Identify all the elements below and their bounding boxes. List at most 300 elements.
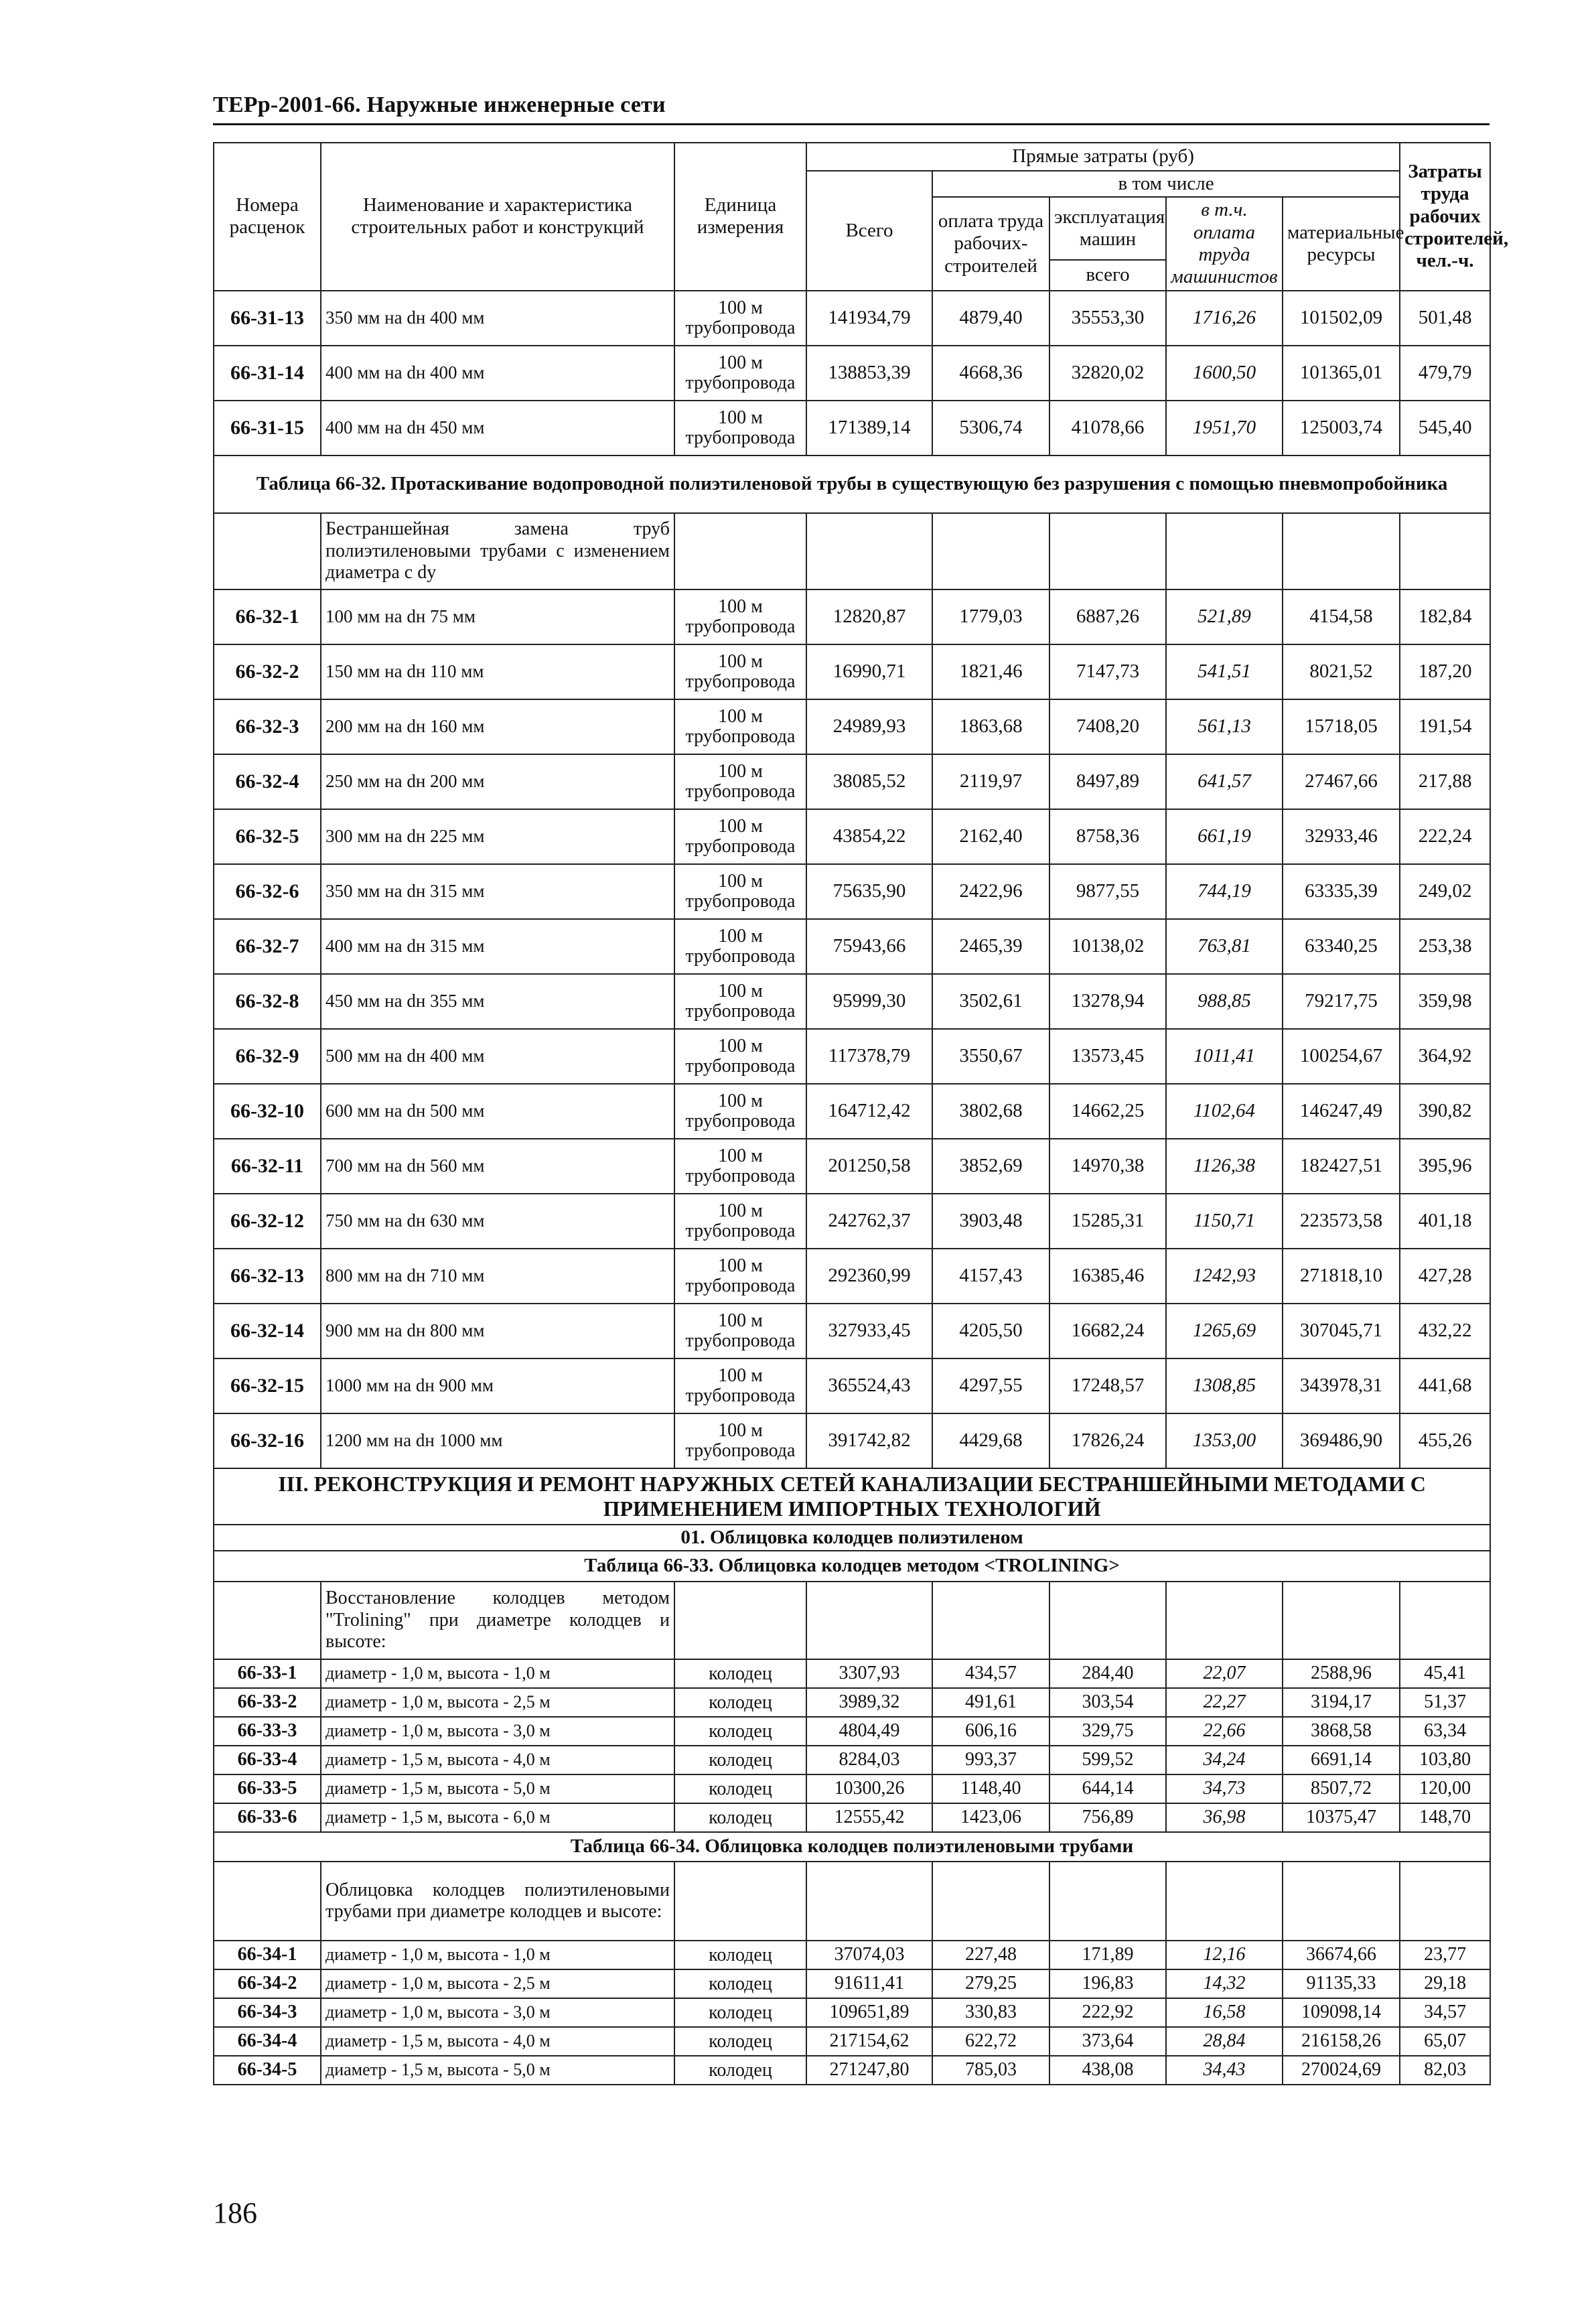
machines-cost: 16682,24 xyxy=(1049,1304,1166,1358)
rate-code: 66-31-14 xyxy=(214,346,321,401)
table-row xyxy=(214,1969,1490,1998)
table-row xyxy=(214,1084,1490,1139)
materials-cost: 4154,58 xyxy=(1283,589,1400,644)
empty-cell xyxy=(1283,1862,1400,1941)
unit-cell: 100 м трубопровода xyxy=(674,291,806,346)
work-name: 1000 мм на dн 900 мм xyxy=(321,1358,674,1413)
rate-code: 66-31-13 xyxy=(214,291,321,346)
page-number: 186 xyxy=(213,2196,257,2229)
table-row xyxy=(214,644,1490,699)
total-cost: 75943,66 xyxy=(806,919,932,974)
empty-cell xyxy=(1166,513,1283,589)
unit-cell: 100 м трубопровода xyxy=(674,1029,806,1084)
empty-cell xyxy=(1283,513,1400,589)
labor-hours: 63,34 xyxy=(1400,1717,1490,1746)
wages-cost: 2422,96 xyxy=(932,864,1049,919)
labor-hours: 455,26 xyxy=(1400,1413,1490,1468)
total-cost: 217154,62 xyxy=(806,2027,932,2056)
rate-code: 66-33-2 xyxy=(214,1688,321,1717)
machines-cost: 32820,02 xyxy=(1049,346,1166,401)
machines-cost: 8758,36 xyxy=(1049,809,1166,864)
total-cost: 201250,58 xyxy=(806,1139,932,1194)
total-cost: 8284,03 xyxy=(806,1746,932,1774)
rate-code: 66-31-15 xyxy=(214,401,321,456)
materials-cost: 101365,01 xyxy=(1283,346,1400,401)
materials-cost: 109098,14 xyxy=(1283,1998,1400,2027)
materials-cost: 2588,96 xyxy=(1283,1659,1400,1688)
empty-cell xyxy=(674,1582,806,1659)
materials-cost: 216158,26 xyxy=(1283,2027,1400,2056)
machines-wages-cost: 521,89 xyxy=(1166,589,1283,644)
machines-cost: 438,08 xyxy=(1049,2056,1166,2085)
wages-cost: 4429,68 xyxy=(932,1413,1049,1468)
table-row xyxy=(214,974,1490,1029)
machines-wages-cost: 22,07 xyxy=(1166,1659,1283,1688)
work-name: 1200 мм на dн 1000 мм xyxy=(321,1413,674,1468)
machines-cost: 373,64 xyxy=(1049,2027,1166,2056)
work-name: 400 мм на dн 400 мм xyxy=(321,346,674,401)
rate-code: 66-32-6 xyxy=(214,864,321,919)
table-row xyxy=(214,1774,1490,1803)
unit-cell: 100 м трубопровода xyxy=(674,401,806,456)
machines-cost: 7408,20 xyxy=(1049,699,1166,754)
wages-cost: 3852,69 xyxy=(932,1139,1049,1194)
materials-cost: 91135,33 xyxy=(1283,1969,1400,1998)
table-row xyxy=(214,1029,1490,1084)
machines-cost: 7147,73 xyxy=(1049,644,1166,699)
work-name: диаметр - 1,5 м, высота - 5,0 м xyxy=(321,2056,674,2085)
header-machines: эксплуатация машин xyxy=(1049,197,1166,260)
work-name: 450 мм на dн 355 мм xyxy=(321,974,674,1029)
machines-wages-cost: 1102,64 xyxy=(1166,1084,1283,1139)
table-caption-66-33 xyxy=(214,1551,1490,1582)
total-cost: 24989,93 xyxy=(806,699,932,754)
work-name: 600 мм на dн 500 мм xyxy=(321,1084,674,1139)
rate-code: 66-32-14 xyxy=(214,1304,321,1358)
work-name: 400 мм на dн 450 мм xyxy=(321,401,674,456)
section-title xyxy=(214,1468,1490,1525)
machines-wages-cost: 28,84 xyxy=(1166,2027,1283,2056)
unit-cell: 100 м трубопровода xyxy=(674,1139,806,1194)
table-row xyxy=(214,2056,1490,2085)
labor-hours: 364,92 xyxy=(1400,1029,1490,1084)
document-code: ТЕРр-2001-66. xyxy=(213,92,361,117)
unit-cell: колодец xyxy=(674,1659,806,1688)
empty-cell xyxy=(214,513,321,589)
materials-cost: 146247,49 xyxy=(1283,1084,1400,1139)
work-name: 200 мм на dн 160 мм xyxy=(321,699,674,754)
wages-cost: 622,72 xyxy=(932,2027,1049,2056)
header-wages: оплата труда рабочих-строителей xyxy=(932,197,1049,290)
empty-cell xyxy=(214,1582,321,1659)
labor-hours: 479,79 xyxy=(1400,346,1490,401)
machines-wages-cost: 34,73 xyxy=(1166,1774,1283,1803)
rate-code: 66-32-13 xyxy=(214,1249,321,1304)
header-labor: Затраты труда рабочих строителей, чел.-ч. xyxy=(1400,143,1490,291)
work-name: 100 мм на dн 75 мм xyxy=(321,589,674,644)
wages-cost: 3550,67 xyxy=(932,1029,1049,1084)
table-row xyxy=(214,919,1490,974)
work-name: 350 мм на dн 400 мм xyxy=(321,291,674,346)
table-caption-66-32-part: Таблица 66-32. xyxy=(256,473,386,495)
machines-cost: 15285,31 xyxy=(1049,1194,1166,1249)
materials-cost: 125003,74 xyxy=(1283,401,1400,456)
work-name: 700 мм на dн 560 мм xyxy=(321,1139,674,1194)
empty-cell xyxy=(674,1862,806,1941)
machines-cost: 17826,24 xyxy=(1049,1413,1166,1468)
materials-cost: 270024,69 xyxy=(1283,2056,1400,2085)
machines-wages-cost: 34,43 xyxy=(1166,2056,1283,2085)
total-cost: 12820,87 xyxy=(806,589,932,644)
unit-cell: 100 м трубопровода xyxy=(674,346,806,401)
rate-code: 66-34-3 xyxy=(214,1998,321,2027)
wages-cost: 1779,03 xyxy=(932,589,1049,644)
unit-cell: 100 м трубопровода xyxy=(674,974,806,1029)
total-cost: 327933,45 xyxy=(806,1304,932,1358)
header-total: Всего xyxy=(806,171,932,291)
table-row xyxy=(214,589,1490,644)
labor-hours: 217,88 xyxy=(1400,754,1490,809)
table-row xyxy=(214,1688,1490,1717)
unit-cell: 100 м трубопровода xyxy=(674,1084,806,1139)
materials-cost: 10375,47 xyxy=(1283,1803,1400,1832)
empty-cell xyxy=(1166,1862,1283,1941)
labor-hours: 45,41 xyxy=(1400,1659,1490,1688)
empty-cell xyxy=(1049,1862,1166,1941)
wages-cost: 279,25 xyxy=(932,1969,1049,1998)
unit-cell: колодец xyxy=(674,1746,806,1774)
machines-wages-cost: 1951,70 xyxy=(1166,401,1283,456)
header-unit: Единица измерения xyxy=(674,143,806,291)
materials-cost: 8021,52 xyxy=(1283,644,1400,699)
wages-cost: 1148,40 xyxy=(932,1774,1049,1803)
table-row xyxy=(214,1413,1490,1468)
table-row xyxy=(214,699,1490,754)
machines-wages-cost: 661,19 xyxy=(1166,809,1283,864)
work-name: 800 мм на dн 710 мм xyxy=(321,1249,674,1304)
section-title-row xyxy=(214,1468,1490,1525)
wages-cost: 330,83 xyxy=(932,1998,1049,2027)
work-name: 750 мм на dн 630 мм xyxy=(321,1194,674,1249)
materials-cost: 79217,75 xyxy=(1283,974,1400,1029)
rate-code: 66-33-6 xyxy=(214,1803,321,1832)
machines-cost: 41078,66 xyxy=(1049,401,1166,456)
total-cost: 12555,42 xyxy=(806,1803,932,1832)
rate-code: 66-32-15 xyxy=(214,1358,321,1413)
group-row xyxy=(214,1582,1490,1659)
rate-code: 66-32-8 xyxy=(214,974,321,1029)
table-caption-66-33-part: Таблица 66-33. xyxy=(584,1555,714,1577)
labor-hours: 427,28 xyxy=(1400,1249,1490,1304)
materials-cost: 271818,10 xyxy=(1283,1249,1400,1304)
rate-code: 66-32-1 xyxy=(214,589,321,644)
wages-cost: 1423,06 xyxy=(932,1803,1049,1832)
machines-cost: 10138,02 xyxy=(1049,919,1166,974)
materials-cost: 6691,14 xyxy=(1283,1746,1400,1774)
materials-cost: 101502,09 xyxy=(1283,291,1400,346)
materials-cost: 36674,66 xyxy=(1283,1941,1400,1969)
header-machines-total: всего xyxy=(1049,260,1166,291)
rate-code: 66-32-11 xyxy=(214,1139,321,1194)
work-name: 250 мм на dн 200 мм xyxy=(321,754,674,809)
table-row xyxy=(214,1746,1490,1774)
empty-cell xyxy=(932,513,1049,589)
machines-cost: 14970,38 xyxy=(1049,1139,1166,1194)
machines-cost: 284,40 xyxy=(1049,1659,1166,1688)
work-name: диаметр - 1,5 м, высота - 5,0 м xyxy=(321,1774,674,1803)
rate-code: 66-34-2 xyxy=(214,1969,321,1998)
wages-cost: 2162,40 xyxy=(932,809,1049,864)
materials-cost: 369486,90 xyxy=(1283,1413,1400,1468)
total-cost: 365524,43 xyxy=(806,1358,932,1413)
materials-cost: 27467,66 xyxy=(1283,754,1400,809)
empty-cell xyxy=(1400,1862,1490,1941)
group-name: Восстановление колодцев методом "Trolining" при диаметре колодцев и высоте: xyxy=(321,1582,674,1659)
rate-code: 66-33-5 xyxy=(214,1774,321,1803)
table-caption-66-34-row xyxy=(214,1832,1490,1862)
empty-cell xyxy=(674,513,806,589)
subsection-title xyxy=(214,1525,1490,1551)
total-cost: 242762,37 xyxy=(806,1194,932,1249)
work-name: диаметр - 1,0 м, высота - 3,0 м xyxy=(321,1717,674,1746)
machines-wages-cost: 34,24 xyxy=(1166,1746,1283,1774)
machines-wages-cost: 988,85 xyxy=(1166,974,1283,1029)
table-caption-66-34-part: Облицовка колодцев полиэтиленовыми трубами xyxy=(705,1835,1134,1858)
machines-wages-cost: 1126,38 xyxy=(1166,1139,1283,1194)
page-header xyxy=(213,92,1490,125)
materials-cost: 63335,39 xyxy=(1283,864,1400,919)
work-name: диаметр - 1,5 м, высота - 4,0 м xyxy=(321,1746,674,1774)
materials-cost: 307045,71 xyxy=(1283,1304,1400,1358)
machines-cost: 303,54 xyxy=(1049,1688,1166,1717)
work-name: диаметр - 1,5 м, высота - 4,0 м xyxy=(321,2027,674,2056)
materials-cost: 3868,58 xyxy=(1283,1717,1400,1746)
unit-cell: колодец xyxy=(674,1774,806,1803)
empty-cell xyxy=(806,1582,932,1659)
unit-cell: 100 м трубопровода xyxy=(674,644,806,699)
labor-hours: 51,37 xyxy=(1400,1688,1490,1717)
wages-cost: 227,48 xyxy=(932,1941,1049,1969)
total-cost: 141934,79 xyxy=(806,291,932,346)
rate-code: 66-32-9 xyxy=(214,1029,321,1084)
materials-cost: 63340,25 xyxy=(1283,919,1400,974)
total-cost: 109651,89 xyxy=(806,1998,932,2027)
wages-cost: 491,61 xyxy=(932,1688,1049,1717)
machines-wages-cost: 1242,93 xyxy=(1166,1249,1283,1304)
table-row xyxy=(214,1358,1490,1413)
rate-code: 66-32-10 xyxy=(214,1084,321,1139)
total-cost: 391742,82 xyxy=(806,1413,932,1468)
table-caption-66-34 xyxy=(214,1832,1490,1862)
total-cost: 292360,99 xyxy=(806,1249,932,1304)
table-body xyxy=(214,291,1490,2085)
table-row xyxy=(214,346,1490,401)
unit-cell: колодец xyxy=(674,1803,806,1832)
total-cost: 271247,80 xyxy=(806,2056,932,2085)
labor-hours: 222,24 xyxy=(1400,809,1490,864)
unit-cell: колодец xyxy=(674,1941,806,1969)
labor-hours: 191,54 xyxy=(1400,699,1490,754)
labor-hours: 395,96 xyxy=(1400,1139,1490,1194)
table-caption-66-32 xyxy=(214,456,1490,513)
machines-wages-cost: 744,19 xyxy=(1166,864,1283,919)
total-cost: 43854,22 xyxy=(806,809,932,864)
empty-cell xyxy=(1400,513,1490,589)
header-materials: материальные ресурсы xyxy=(1283,197,1400,290)
wages-cost: 4668,36 xyxy=(932,346,1049,401)
machines-cost: 8497,89 xyxy=(1049,754,1166,809)
total-cost: 164712,42 xyxy=(806,1084,932,1139)
table-row xyxy=(214,864,1490,919)
machines-wages-cost: 641,57 xyxy=(1166,754,1283,809)
work-name: 900 мм на dн 800 мм xyxy=(321,1304,674,1358)
labor-hours: 359,98 xyxy=(1400,974,1490,1029)
wages-cost: 2119,97 xyxy=(932,754,1049,809)
empty-cell xyxy=(932,1862,1049,1941)
machines-cost: 9877,55 xyxy=(1049,864,1166,919)
work-name: диаметр - 1,0 м, высота - 2,5 м xyxy=(321,1969,674,1998)
rate-code: 66-34-4 xyxy=(214,2027,321,2056)
table-row xyxy=(214,2027,1490,2056)
materials-cost: 223573,58 xyxy=(1283,1194,1400,1249)
work-name: 400 мм на dн 315 мм xyxy=(321,919,674,974)
labor-hours: 103,80 xyxy=(1400,1746,1490,1774)
unit-cell: колодец xyxy=(674,2056,806,2085)
work-name: диаметр - 1,0 м, высота - 3,0 м xyxy=(321,1998,674,2027)
group-name: Облицовка колодцев полиэтиленовыми трубами при диаметре колодцев и высоте: xyxy=(321,1862,674,1941)
group-name: Бестраншейная замена труб полиэтиленовыми трубами с изменением диаметра с dу xyxy=(321,513,674,589)
empty-cell xyxy=(1283,1582,1400,1659)
empty-cell xyxy=(806,1862,932,1941)
machines-wages-cost: 36,98 xyxy=(1166,1803,1283,1832)
unit-cell: колодец xyxy=(674,1998,806,2027)
labor-hours: 23,77 xyxy=(1400,1941,1490,1969)
machines-cost: 6887,26 xyxy=(1049,589,1166,644)
wages-cost: 2465,39 xyxy=(932,919,1049,974)
total-cost: 91611,41 xyxy=(806,1969,932,1998)
machines-cost: 16385,46 xyxy=(1049,1249,1166,1304)
materials-cost: 32933,46 xyxy=(1283,809,1400,864)
unit-cell: 100 м трубопровода xyxy=(674,809,806,864)
total-cost: 75635,90 xyxy=(806,864,932,919)
table-row xyxy=(214,754,1490,809)
rate-code: 66-32-12 xyxy=(214,1194,321,1249)
machines-cost: 13278,94 xyxy=(1049,974,1166,1029)
wages-cost: 993,37 xyxy=(932,1746,1049,1774)
subsection-title-row xyxy=(214,1525,1490,1551)
machines-wages-cost: 1265,69 xyxy=(1166,1304,1283,1358)
wages-cost: 1821,46 xyxy=(932,644,1049,699)
work-name: 500 мм на dн 400 мм xyxy=(321,1029,674,1084)
total-cost: 10300,26 xyxy=(806,1774,932,1803)
rate-code: 66-32-7 xyxy=(214,919,321,974)
rate-code: 66-33-1 xyxy=(214,1659,321,1688)
labor-hours: 432,22 xyxy=(1400,1304,1490,1358)
materials-cost: 182427,51 xyxy=(1283,1139,1400,1194)
machines-cost: 171,89 xyxy=(1049,1941,1166,1969)
machines-cost: 222,92 xyxy=(1049,1998,1166,2027)
machines-wages-cost: 561,13 xyxy=(1166,699,1283,754)
rate-code: 66-34-5 xyxy=(214,2056,321,2085)
rates-table xyxy=(213,142,1509,2085)
table-row xyxy=(214,1803,1490,1832)
rate-code: 66-32-4 xyxy=(214,754,321,809)
total-cost: 95999,30 xyxy=(806,974,932,1029)
machines-wages-cost: 1353,00 xyxy=(1166,1413,1283,1468)
machines-cost: 14662,25 xyxy=(1049,1084,1166,1139)
materials-cost: 100254,67 xyxy=(1283,1029,1400,1084)
work-name: диаметр - 1,0 м, высота - 2,5 м xyxy=(321,1688,674,1717)
table-caption-66-34-part: Таблица 66-34. xyxy=(570,1835,701,1858)
work-name: 150 мм на dн 110 мм xyxy=(321,644,674,699)
subsection-title-part: 01. Облицовка колодцев полиэтиленом xyxy=(680,1526,1023,1548)
machines-cost: 599,52 xyxy=(1049,1746,1166,1774)
machines-cost: 35553,30 xyxy=(1049,291,1166,346)
rate-code: 66-32-5 xyxy=(214,809,321,864)
materials-cost: 343978,31 xyxy=(1283,1358,1400,1413)
machines-wages-cost: 763,81 xyxy=(1166,919,1283,974)
wages-cost: 785,03 xyxy=(932,2056,1049,2085)
unit-cell: 100 м трубопровода xyxy=(674,864,806,919)
header-including: в том числе xyxy=(932,171,1400,197)
rate-code: 66-32-2 xyxy=(214,644,321,699)
unit-cell: колодец xyxy=(674,2027,806,2056)
empty-cell xyxy=(932,1582,1049,1659)
table-caption-66-32-part: Протаскивание водопроводной полиэтиленовой трубы в существующую без разрушения с помощью пневмопробойника xyxy=(390,473,1448,495)
wages-cost: 5306,74 xyxy=(932,401,1049,456)
machines-wages-cost: 1150,71 xyxy=(1166,1194,1283,1249)
table-row xyxy=(214,1194,1490,1249)
machines-wages-cost: 14,32 xyxy=(1166,1969,1283,1998)
wages-cost: 4157,43 xyxy=(932,1249,1049,1304)
wages-cost: 3502,61 xyxy=(932,974,1049,1029)
machines-wages-cost: 22,27 xyxy=(1166,1688,1283,1717)
labor-hours: 65,07 xyxy=(1400,2027,1490,2056)
group-row xyxy=(214,513,1490,589)
labor-hours: 148,70 xyxy=(1400,1803,1490,1832)
rate-code: 66-34-1 xyxy=(214,1941,321,1969)
labor-hours: 545,40 xyxy=(1400,401,1490,456)
machines-wages-cost: 1716,26 xyxy=(1166,291,1283,346)
header-machines-wages: в т.ч. оплата труда машинистов xyxy=(1166,197,1283,290)
wages-cost: 4205,50 xyxy=(932,1304,1049,1358)
table-row xyxy=(214,1304,1490,1358)
table-row xyxy=(214,1249,1490,1304)
wages-cost: 4297,55 xyxy=(932,1358,1049,1413)
labor-hours: 401,18 xyxy=(1400,1194,1490,1249)
total-cost: 3307,93 xyxy=(806,1659,932,1688)
empty-cell xyxy=(806,513,932,589)
materials-cost: 15718,05 xyxy=(1283,699,1400,754)
total-cost: 3989,32 xyxy=(806,1688,932,1717)
empty-cell xyxy=(1400,1582,1490,1659)
work-name: диаметр - 1,5 м, высота - 6,0 м xyxy=(321,1803,674,1832)
unit-cell: колодец xyxy=(674,1717,806,1746)
machines-cost: 196,83 xyxy=(1049,1969,1166,1998)
unit-cell: колодец xyxy=(674,1688,806,1717)
labor-hours: 82,03 xyxy=(1400,2056,1490,2085)
unit-cell: 100 м трубопровода xyxy=(674,589,806,644)
table-caption-66-32-row xyxy=(214,456,1490,513)
wages-cost: 434,57 xyxy=(932,1659,1049,1688)
wages-cost: 4879,40 xyxy=(932,291,1049,346)
header-name: Наименование и характеристика строительных работ и конструкций xyxy=(321,143,674,291)
total-cost: 38085,52 xyxy=(806,754,932,809)
wages-cost: 3802,68 xyxy=(932,1084,1049,1139)
unit-cell: 100 м трубопровода xyxy=(674,1249,806,1304)
machines-wages-cost: 1011,41 xyxy=(1166,1029,1283,1084)
empty-cell xyxy=(1166,1582,1283,1659)
